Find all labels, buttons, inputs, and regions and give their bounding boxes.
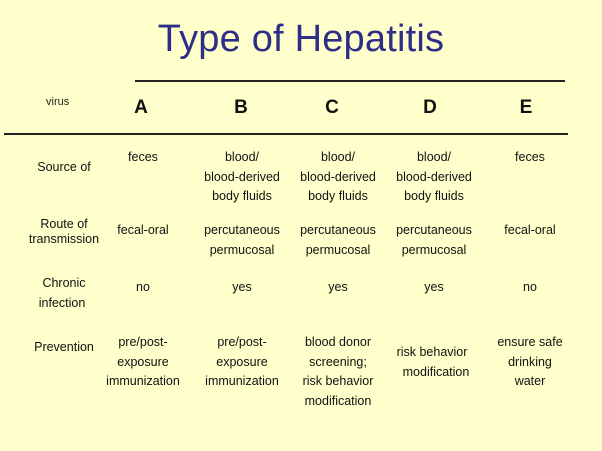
- column-header-c: C: [325, 97, 339, 118]
- source-b-line: blood/: [224, 150, 260, 164]
- prevention-a-line: exposure: [117, 354, 169, 369]
- prevention-d-line: risk behavior: [396, 345, 468, 359]
- source-c-line: blood-derived: [300, 169, 376, 184]
- source-cell-a: [103, 148, 183, 168]
- route-e-line: fecal-oral: [504, 223, 556, 237]
- chronic-label-line2: infection: [38, 296, 86, 310]
- chronic-cell-b: yes: [232, 280, 252, 294]
- prevention-cell-b: [194, 333, 290, 392]
- route-cell-a: [100, 221, 186, 241]
- source-b-line: blood-derived: [204, 169, 280, 184]
- chronic-cell-e: no: [523, 280, 537, 294]
- row-label-source: Source of: [37, 160, 91, 174]
- virus-header-label: virus: [46, 96, 70, 108]
- route-b-line: percutaneous: [204, 223, 280, 237]
- source-c-line: blood/: [320, 150, 356, 164]
- prevention-b-line: pre/post-: [217, 335, 267, 349]
- prevention-b-line: immunization: [205, 374, 279, 388]
- column-header-d: D: [423, 97, 437, 118]
- route-c-line: permucosal: [305, 242, 371, 257]
- prevention-c-line: modification: [304, 393, 372, 408]
- source-d-line: blood-derived: [396, 169, 472, 184]
- route-d-line: permucosal: [401, 242, 467, 257]
- route-cell-c: [288, 221, 388, 260]
- route-label-line2: transmission: [28, 232, 100, 246]
- route-cell-e: [487, 221, 573, 241]
- prevention-e-line: drinking: [508, 354, 552, 369]
- source-c-line: body fluids: [308, 189, 368, 203]
- source-cell-d: [386, 148, 482, 207]
- route-label-line1: Route of: [40, 217, 88, 231]
- chronic-cell-c: yes: [328, 280, 348, 294]
- chronic-cell-d: yes: [424, 280, 444, 294]
- source-d-line: body fluids: [404, 189, 464, 203]
- prevention-d-line: modification: [402, 364, 470, 379]
- column-header-e: E: [519, 97, 533, 118]
- source-b-line: body fluids: [212, 189, 272, 203]
- source-cell-e: [490, 148, 570, 168]
- prevention-e-line: ensure safe: [497, 335, 563, 349]
- title-divider: [135, 80, 565, 82]
- prevention-cell-c: [286, 333, 390, 411]
- header-divider: [4, 133, 568, 135]
- source-a-line: feces: [128, 150, 158, 164]
- prevention-c-line: risk behavior: [302, 374, 374, 388]
- row-label-prevention: Prevention: [34, 340, 94, 354]
- prevention-cell-d: [382, 343, 482, 382]
- column-header-b: B: [234, 97, 248, 118]
- column-header-a: A: [134, 97, 148, 118]
- route-d-line: percutaneous: [396, 223, 472, 237]
- page-title: Type of Hepatitis: [157, 18, 445, 60]
- prevention-c-line: screening;: [309, 354, 367, 369]
- route-b-line: permucosal: [209, 242, 275, 257]
- prevention-cell-e: [486, 333, 574, 392]
- route-cell-b: [192, 221, 292, 260]
- source-cell-c: [290, 148, 386, 207]
- route-cell-d: [384, 221, 484, 260]
- chronic-cell-a: no: [136, 280, 150, 294]
- chronic-label-line1: Chronic: [42, 276, 86, 290]
- row-label-chronic: [14, 273, 114, 313]
- prevention-a-line: immunization: [106, 374, 180, 388]
- prevention-cell-a: [96, 333, 190, 392]
- prevention-a-line: pre/post-: [118, 335, 168, 349]
- route-c-line: percutaneous: [300, 223, 376, 237]
- prevention-c-line: blood donor: [304, 335, 372, 349]
- route-a-line: fecal-oral: [117, 223, 169, 237]
- source-cell-b: [194, 148, 290, 207]
- source-d-line: blood/: [416, 150, 452, 164]
- prevention-b-line: exposure: [216, 354, 268, 369]
- prevention-e-line: water: [514, 374, 546, 388]
- source-e-line: feces: [515, 150, 545, 164]
- row-label-route: [14, 217, 114, 247]
